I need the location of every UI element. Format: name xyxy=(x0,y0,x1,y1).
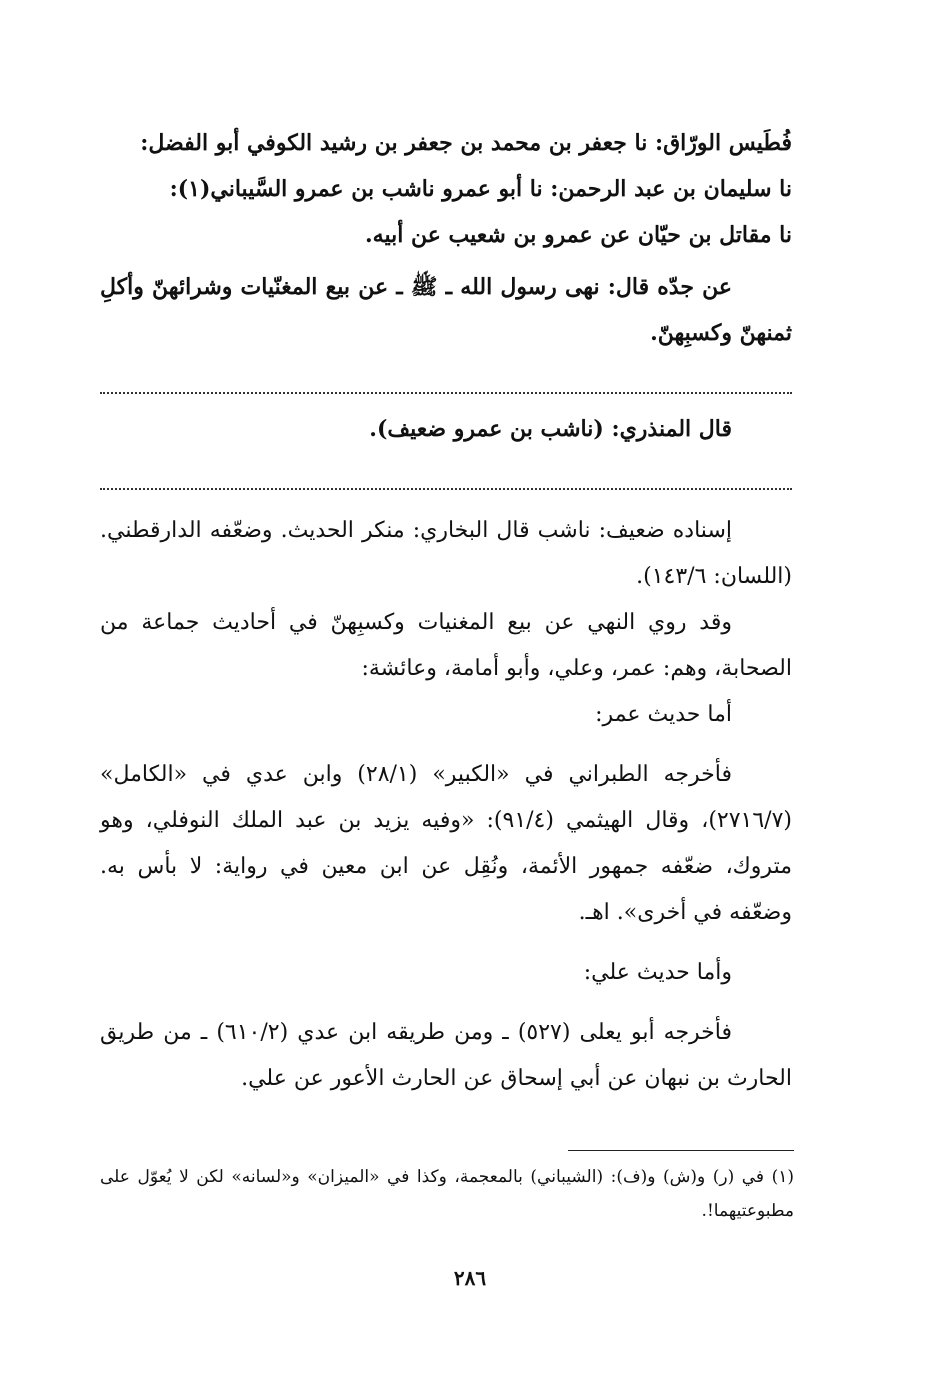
commentary-heading-umar: أما حديث عمر: xyxy=(595,702,732,727)
commentary-paragraph-4: فأخرجه أبو يعلى (٥٢٧) ـ ومن طريقه ابن عدي (٦١٠/٢) ـ من طريق الحارث بن نبهان عن أبي إسحاق عن الحارث الأعور عن علي. xyxy=(100,1020,792,1091)
commentary-heading-ali: وأما حديث علي: xyxy=(583,960,732,985)
commentary-paragraph-2: وقد روي النهي عن بيع المغنيات وكسبِهنّ في أحاديث جماعة من الصحابة، وهم: عمر، وعلي، وأبو أمامة، وعائشة: xyxy=(100,610,792,681)
commentary-paragraph-3: فأخرجه الطبراني في «الكبير» (٢٨/١) وابن عدي في «الكامل» (٢٧١٦/٧)، وقال الهيثمي (٩١/٤): «وفيه يزيد بن عبد الملك النوفلي، وهو متروك، ضعّفه جمهور الأئمة، ونُقِل عن ابن معين في رواية: لا بأس به. وضعّفه في أخرى». اهـ. xyxy=(100,762,792,925)
spacer xyxy=(100,936,792,950)
spacer xyxy=(100,738,792,752)
footnote-separator xyxy=(568,1150,794,1151)
isnad-line-3: نا مقاتل بن حيّان عن عمرو بن شعيب عن أبيه. xyxy=(365,222,792,248)
commentary-paragraph-1: إسناده ضعيف: ناشب قال البخاري: منكر الحديث. وضعّفه الدارقطني. (اللسان: ١٤٣/٦). xyxy=(100,518,792,589)
mundhiri-note: قال المنذري: (ناشب بن عمرو ضعيف). xyxy=(369,416,732,442)
page-number: ٢٨٦ xyxy=(453,1266,487,1290)
main-text-block xyxy=(100,120,792,1102)
footnote: (١) في (ر) و(ش) و(ف): (الشيباني) بالمعجمة، وكذا في «الميزان» و«لسانه» لكن لا يُعوّل على مطبوعتيهما!. xyxy=(100,1167,794,1221)
spacer xyxy=(100,996,792,1010)
isnad-line-1: فُطَيس الورّاق: نا جعفر بن محمد بن جعفر بن رشيد الكوفي أبو الفضل: xyxy=(140,130,792,156)
hadith-matn: عن جدّه قال: نهى رسول الله ـ ﷺ ـ عن بيع المغنّيات وشرائهنّ وأكلِ ثمنهنّ وكسبِهنّ. xyxy=(100,274,792,346)
dotted-separator-2 xyxy=(100,452,792,490)
dotted-separator-1 xyxy=(100,356,792,394)
isnad-line-2: نا سليمان بن عبد الرحمن: نا أبو عمرو ناشب بن عمرو السَّيباني(١): xyxy=(169,176,792,202)
